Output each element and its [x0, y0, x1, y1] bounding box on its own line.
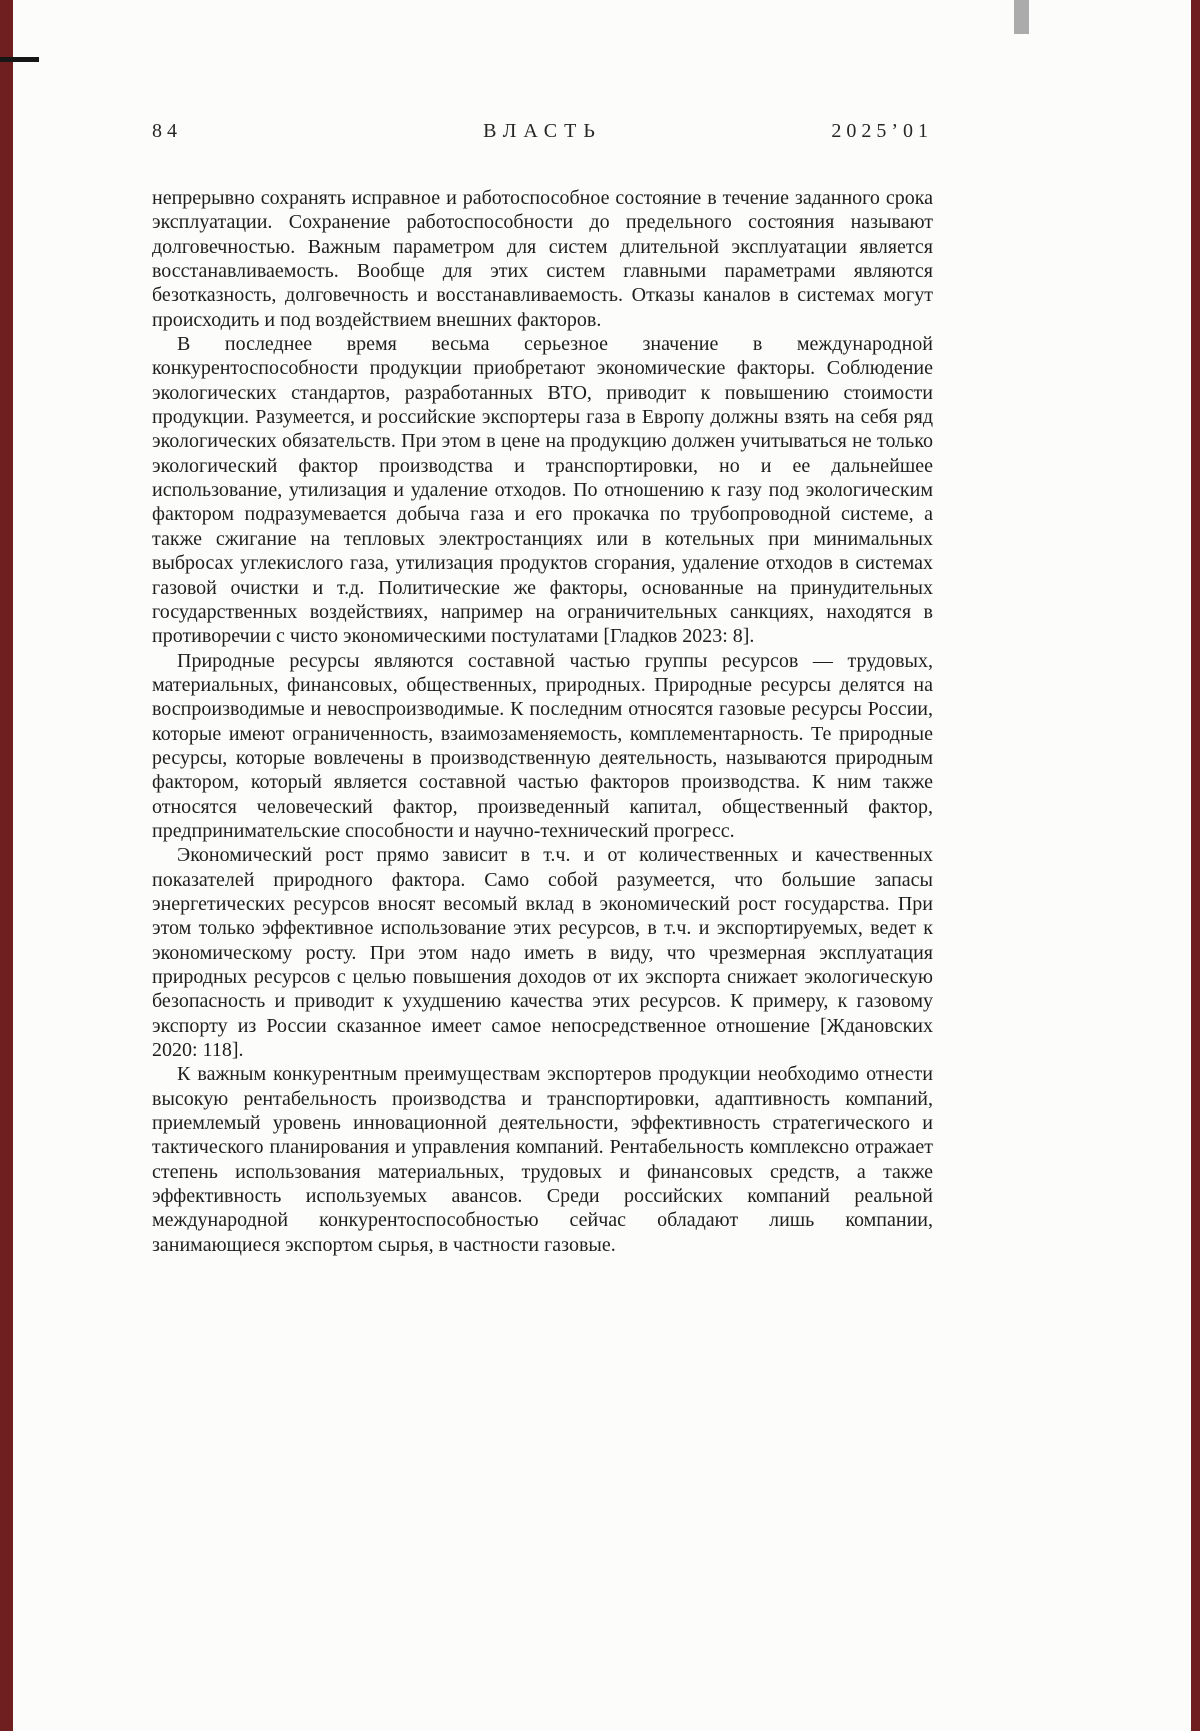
issue-label: 2025’01: [831, 120, 933, 142]
article-paragraph: Природные ресурсы являются составной частью группы ресурсов — трудовых, материальных, финансовых, общественных, природных. Природные ресурсы делятся на воспроизводимые и невоспроизводимые. К последним относятся газовые ресурсы России, которые имеют ограниченность, взаимозаменяемость, комплементарность. Те природные ресурсы, которые вовлечены в производственную деятельность, называются природным фактором, который является составной частью факторов производства. К ним также относятся человеческий фактор, произведенный капитал, общественный фактор, предпринимательские способности и научно-технический прогресс.: [152, 649, 933, 842]
registration-tick-mark: [0, 57, 39, 62]
page-number: 84: [152, 120, 182, 142]
right-binding-strip: [1191, 0, 1200, 1731]
scan-corner-mark: [1014, 0, 1029, 34]
journal-title: ВЛАСТЬ: [483, 120, 602, 142]
left-binding-strip: [0, 0, 13, 1731]
page-header: [152, 120, 933, 143]
article-paragraph: Экономический рост прямо зависит в т.ч. и от количественных и качественных показателей природного фактора. Само собой разумеется, что большие запасы энергетических ресурсов вносят весомый вклад в экономический рост государства. При этом только эффективное использование этих ресурсов, в т.ч. и экспортируемых, ведет к экономическому росту. При этом надо иметь в виду, что чрезмерная эксплуатация природных ресурсов с целью повышения доходов от их экспорта снижает экологическую безопасность и приводит к ухудшению качества этих ресурсов. К примеру, к газовому экспорту из России сказанное имеет самое непосредственное отношение [Ждановских 2020: 118].: [152, 844, 933, 1062]
article-paragraph: В последнее время весьма серьезное значение в международной конкурентоспособности продукции приобретают экономические факторы. Соблюдение экологических стандартов, разработанных ВТО, приводит к повышению стоимости продукции. Разумеется, и российские экспортеры газа в Европу должны взять на себя ряд экологических обязательств. При этом в цене на продукцию должен учитываться не только экологический фактор производства и транспортировки, но и ее дальнейшее использование, утилизация и удаление отходов. По отношению к газу под экологическим фактором подразумевается добыча газа и его прокачка по трубопроводной системе, а также сжигание на тепловых электростанциях или в котельных при минимальных выбросах углекислого газа, утилизация продуктов сгорания, удаление отходов в системах газовой очистки и т.д. Политические же факторы, основанные на принудительных государственных воздействиях, например на ограничительных санкциях, находятся в противоречии с чисто экономическими постулатами [Гладков 2023: 8].: [152, 333, 933, 648]
article-body: [152, 186, 933, 1257]
article-paragraph: непрерывно сохранять исправное и работоспособное состояние в течение заданного срока эксплуатации. Сохранение работоспособности до предельного состояния называют долговечностью. Важным параметром для систем длительной эксплуатации является восстанавливаемость. Вообще для этих систем главными параметрами являются безотказность, долговечность и восстанавливаемость. Отказы каналов в системах могут происходить и под воздействием внешних факторов.: [152, 187, 933, 331]
article-paragraph: К важным конкурентным преимуществам экспортеров продукции необходимо отнести высокую рентабельность производства и транспортировки, адаптивность компаний, приемлемый уровень инновационной деятельности, эффективность стратегического и тактического планирования и управления компаний. Рентабельность комплексно отражает степень использования материальных, трудовых и финансовых средств, а также эффективность используемых авансов. Среди российских компаний реальной международной конкурентоспособностью сейчас обладают лишь компании, занимающиеся экспортом сырья, в частности газовые.: [152, 1063, 933, 1256]
